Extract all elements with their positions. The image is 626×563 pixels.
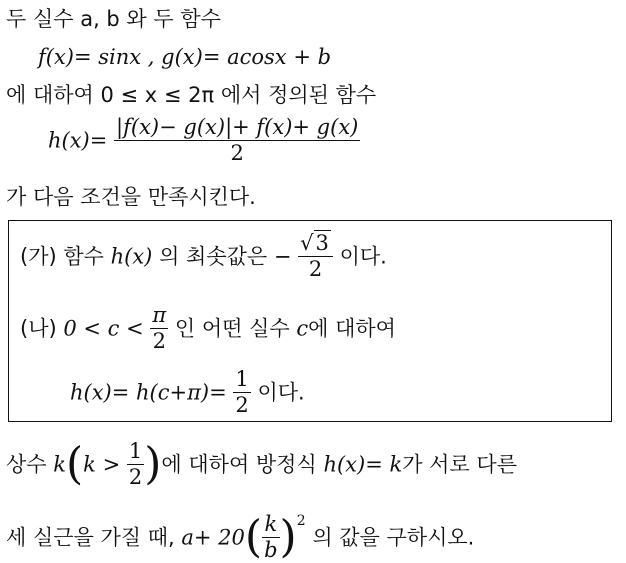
condition-a-label: (가) xyxy=(20,244,57,269)
condition-intro-text: 가 다음 조건을 만족시킨다. xyxy=(6,185,256,209)
condition-b-numerator2: 1 xyxy=(235,367,249,391)
question-equation: h(x)= k xyxy=(323,452,403,477)
question-text2: 가 서로 다른 xyxy=(402,452,517,477)
question-numerator: 1 xyxy=(128,439,143,463)
condition-b-eq: h(x)= h(c+π)= xyxy=(70,380,227,405)
question-line1 xyxy=(6,440,517,489)
question-right-paren: ) xyxy=(144,438,162,490)
condition-a-text1: 함수 xyxy=(63,244,104,269)
condition-a xyxy=(20,232,387,281)
h-lhs: h(x)= xyxy=(48,128,108,153)
condition-b-denominator: 2 xyxy=(152,329,166,354)
question2-numerator: k xyxy=(264,511,278,536)
h-numerator: |f(x)− g(x)|+ f(x)+ g(x) xyxy=(116,115,359,139)
question2-exponent: 2 xyxy=(296,513,306,529)
question2-fraction xyxy=(262,513,279,562)
question-fraction xyxy=(127,440,144,489)
f-g-definition: f(x)= sinx , g(x)= acosx + b xyxy=(38,45,332,69)
condition-b-text3: 에 대하여 xyxy=(308,316,396,341)
question-text: 에 대하여 방정식 xyxy=(161,452,317,477)
condition-b-fraction2 xyxy=(233,368,250,417)
function-definitions xyxy=(38,44,331,70)
condition-a-text3: 이다. xyxy=(339,244,387,269)
condition-b-text2: 인 어떤 실수 xyxy=(174,316,290,341)
condition-b-numerator: π xyxy=(152,303,167,327)
condition-b-range: 0 < c < xyxy=(63,316,144,341)
condition-a-fraction xyxy=(298,232,333,281)
condition-b-c: c xyxy=(296,316,309,341)
condition-b-text4: 이다. xyxy=(257,380,305,405)
question-roots-text: 세 실근을 가질 때, xyxy=(6,525,175,550)
h-definition xyxy=(48,116,360,165)
question-line2 xyxy=(6,508,474,562)
question-denominator: 2 xyxy=(128,465,143,490)
condition-b xyxy=(20,304,396,353)
question2-left-paren: ( xyxy=(244,511,263,563)
condition-b-equation xyxy=(70,368,305,417)
condition-intro xyxy=(6,184,256,210)
condition-b-fraction xyxy=(150,304,168,353)
question-expression: a+ 20 xyxy=(181,525,245,550)
condition-a-denominator: 2 xyxy=(308,257,323,282)
question-k: k xyxy=(53,452,66,477)
question-k-condition: k > xyxy=(83,452,121,477)
intro-line xyxy=(6,6,221,32)
question-const: 상수 xyxy=(6,452,47,477)
condition-a-numerator: √3 xyxy=(300,231,329,255)
condition-b-denominator2: 2 xyxy=(235,393,249,418)
h-fraction xyxy=(114,116,360,165)
h-denominator: 2 xyxy=(230,141,244,166)
condition-a-text2: 의 최솟값은 − xyxy=(159,244,292,269)
question2-denominator: b xyxy=(264,538,278,562)
question2-right-paren: ) xyxy=(279,511,297,563)
intro-text: 두 실수 a, b 와 두 함수 xyxy=(6,7,221,31)
condition-a-h: h(x) xyxy=(110,244,153,269)
condition-b-label: (나) xyxy=(20,316,57,341)
question-final-text: 의 값을 구하시오. xyxy=(312,525,475,550)
condition-a-radicand: 3 xyxy=(315,231,329,255)
domain-text: 에 대하여 0 ≤ x ≤ 2π 에서 정의된 함수 xyxy=(6,83,377,107)
domain-line xyxy=(6,82,376,108)
question-left-paren: ( xyxy=(66,438,84,490)
